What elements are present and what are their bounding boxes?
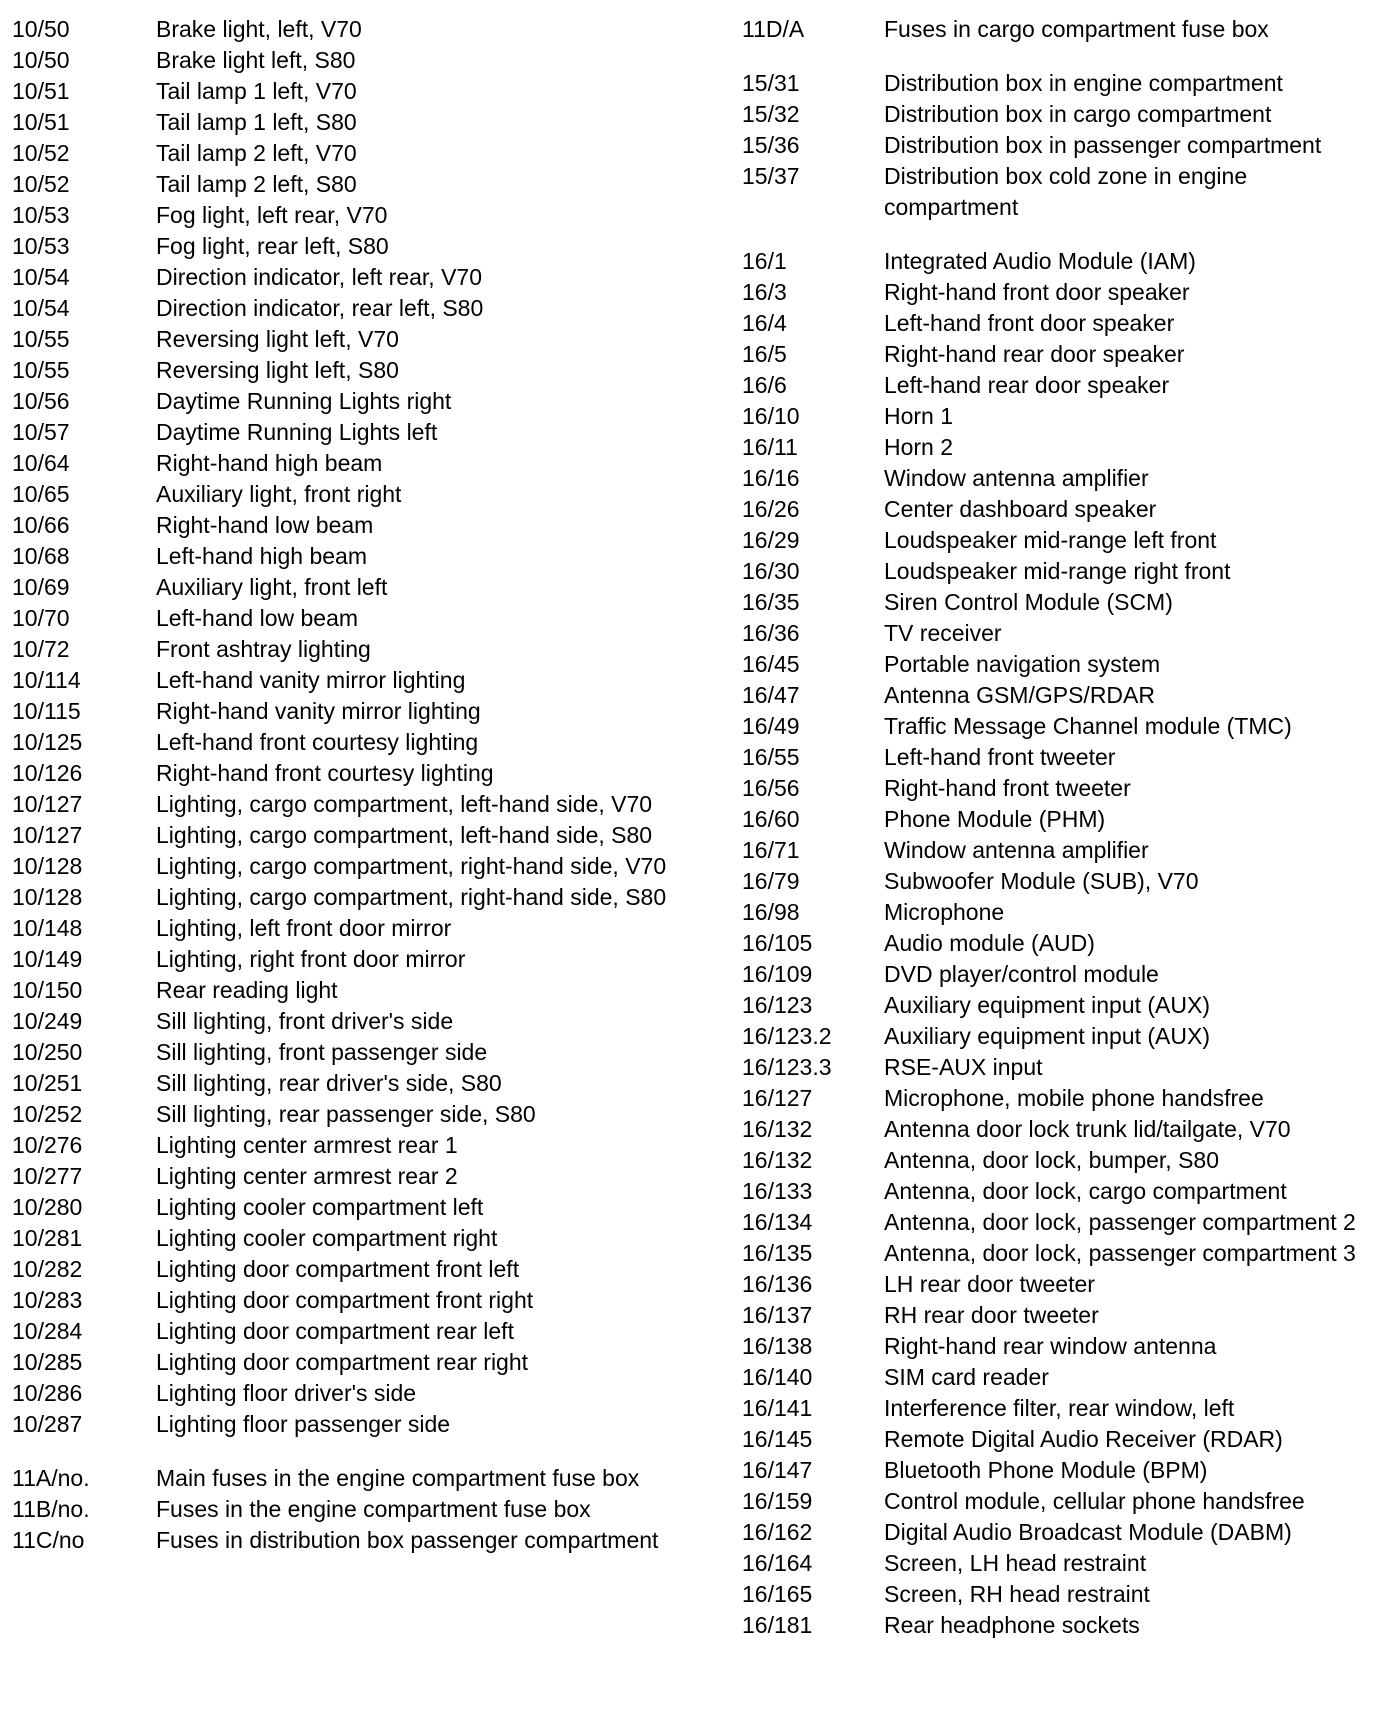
component-description: Screen, LH head restraint xyxy=(884,1550,1147,1576)
list-item xyxy=(12,758,692,789)
component-description: Siren Control Module (SCM) xyxy=(884,589,1173,615)
component-code: 10/128 xyxy=(12,853,83,879)
component-description: Lighting door compartment front left xyxy=(156,1256,520,1282)
component-code: 16/135 xyxy=(742,1240,813,1266)
list-item xyxy=(12,169,692,200)
component-code: 16/159 xyxy=(742,1488,813,1514)
list-item xyxy=(12,1378,692,1409)
component-code: 16/109 xyxy=(742,961,813,987)
list-item xyxy=(742,742,1387,773)
list-item xyxy=(12,975,692,1006)
component-description: Reversing light left, V70 xyxy=(156,326,399,352)
component-description: Brake light left, S80 xyxy=(156,47,356,73)
list-item xyxy=(742,1486,1387,1517)
component-code: 10/149 xyxy=(12,946,83,972)
component-code: 16/55 xyxy=(742,744,800,770)
component-description: Right-hand vanity mirror lighting xyxy=(156,698,481,724)
component-description: Digital Audio Broadcast Module (DABM) xyxy=(884,1519,1292,1545)
list-item xyxy=(742,494,1387,525)
component-description: RH rear door tweeter xyxy=(884,1302,1099,1328)
list-item xyxy=(12,231,692,262)
list-item xyxy=(12,386,692,417)
component-code: 16/127 xyxy=(742,1085,813,1111)
component-description: Bluetooth Phone Module (BPM) xyxy=(884,1457,1208,1483)
component-code: 10/53 xyxy=(12,233,70,259)
component-description: Tail lamp 1 left, S80 xyxy=(156,109,357,135)
list-item xyxy=(12,1223,692,1254)
list-item xyxy=(12,1463,692,1494)
component-code: 16/147 xyxy=(742,1457,813,1483)
component-code: 10/280 xyxy=(12,1194,83,1220)
component-code: 10/50 xyxy=(12,16,70,42)
component-code: 10/284 xyxy=(12,1318,83,1344)
component-description: Distribution box in cargo compartment xyxy=(884,101,1272,127)
component-code: 10/69 xyxy=(12,574,70,600)
component-description: Auxiliary light, front right xyxy=(156,481,402,507)
component-code: 15/31 xyxy=(742,70,800,96)
component-description: Portable navigation system xyxy=(884,651,1161,677)
list-item xyxy=(12,1192,692,1223)
component-code: 10/126 xyxy=(12,760,83,786)
list-item xyxy=(742,161,1387,223)
component-code: 15/32 xyxy=(742,101,800,127)
list-item xyxy=(742,1331,1387,1362)
component-code: 10/51 xyxy=(12,78,70,104)
list-item xyxy=(742,1300,1387,1331)
component-description: Fuses in distribution box passenger compartment xyxy=(156,1527,659,1553)
component-code: 16/10 xyxy=(742,403,800,429)
list-item xyxy=(742,525,1387,556)
component-description: Left-hand high beam xyxy=(156,543,367,569)
component-description: Direction indicator, left rear, V70 xyxy=(156,264,482,290)
component-description: Right-hand rear window antenna xyxy=(884,1333,1217,1359)
component-code: 16/123.2 xyxy=(742,1023,832,1049)
component-description: Fog light, left rear, V70 xyxy=(156,202,388,228)
list-item xyxy=(742,1610,1387,1641)
list-item xyxy=(12,572,692,603)
component-description: Tail lamp 1 left, V70 xyxy=(156,78,357,104)
component-code: 10/276 xyxy=(12,1132,83,1158)
list-item xyxy=(12,324,692,355)
component-description: Left-hand low beam xyxy=(156,605,359,631)
list-item xyxy=(742,463,1387,494)
list-item xyxy=(742,1021,1387,1052)
component-description: Window antenna amplifier xyxy=(884,837,1149,863)
component-description: Microphone xyxy=(884,899,1005,925)
list-item xyxy=(12,200,692,231)
component-description: Audio module (AUD) xyxy=(884,930,1095,956)
list-item xyxy=(742,897,1387,928)
component-code: 11B/no. xyxy=(12,1496,90,1522)
component-description: Direction indicator, rear left, S80 xyxy=(156,295,484,321)
list-item xyxy=(12,510,692,541)
component-description: Lighting door compartment rear left xyxy=(156,1318,514,1344)
component-description: Lighting center armrest rear 1 xyxy=(156,1132,458,1158)
component-code: 10/64 xyxy=(12,450,70,476)
component-code: 10/125 xyxy=(12,729,83,755)
list-item xyxy=(742,773,1387,804)
list-item xyxy=(742,959,1387,990)
component-code: 10/286 xyxy=(12,1380,83,1406)
component-code: 16/11 xyxy=(742,434,798,460)
list-item xyxy=(12,1161,692,1192)
component-code: 10/251 xyxy=(12,1070,83,1096)
component-description: Fuses in cargo compartment fuse box xyxy=(884,16,1269,42)
list-item xyxy=(742,587,1387,618)
component-code: 11D/A xyxy=(742,16,805,42)
list-item xyxy=(742,1455,1387,1486)
component-code: 10/66 xyxy=(12,512,70,538)
list-item xyxy=(742,1579,1387,1610)
component-code: 10/68 xyxy=(12,543,70,569)
component-description: Right-hand front tweeter xyxy=(884,775,1131,801)
component-description: Loudspeaker mid-range left front xyxy=(884,527,1217,553)
list-item xyxy=(12,1347,692,1378)
component-code: 10/54 xyxy=(12,264,70,290)
list-item xyxy=(742,928,1387,959)
component-description: Antenna door lock trunk lid/tailgate, V70 xyxy=(884,1116,1291,1142)
component-code: 16/6 xyxy=(742,372,787,398)
component-description: Daytime Running Lights right xyxy=(156,388,452,414)
component-description: Lighting cooler compartment left xyxy=(156,1194,484,1220)
right-column xyxy=(742,14,1387,1641)
component-description: Sill lighting, front driver's side xyxy=(156,1008,454,1034)
list-item xyxy=(742,246,1387,277)
list-item xyxy=(742,68,1387,99)
component-description: Auxiliary equipment input (AUX) xyxy=(884,992,1210,1018)
component-code: 10/57 xyxy=(12,419,70,445)
component-description: Left-hand front courtesy lighting xyxy=(156,729,479,755)
list-item xyxy=(742,556,1387,587)
list-item xyxy=(12,14,692,45)
list-item xyxy=(12,417,692,448)
component-code: 16/35 xyxy=(742,589,800,615)
component-code: 10/287 xyxy=(12,1411,83,1437)
component-description: Auxiliary equipment input (AUX) xyxy=(884,1023,1210,1049)
component-code: 16/45 xyxy=(742,651,800,677)
component-code: 16/49 xyxy=(742,713,800,739)
component-code: 16/36 xyxy=(742,620,800,646)
list-item xyxy=(742,1424,1387,1455)
component-code: 10/54 xyxy=(12,295,70,321)
component-description: Antenna, door lock, cargo compartment xyxy=(884,1178,1287,1204)
component-code: 10/127 xyxy=(12,791,83,817)
list-item xyxy=(742,99,1387,130)
component-code: 10/51 xyxy=(12,109,70,135)
component-code: 10/115 xyxy=(12,698,81,724)
component-code: 10/72 xyxy=(12,636,70,662)
component-code: 16/30 xyxy=(742,558,800,584)
component-code: 16/136 xyxy=(742,1271,813,1297)
list-item xyxy=(12,76,692,107)
component-code: 10/282 xyxy=(12,1256,83,1282)
list-item xyxy=(742,1083,1387,1114)
component-description: Left-hand vanity mirror lighting xyxy=(156,667,466,693)
component-description: Horn 2 xyxy=(884,434,954,460)
component-code: 10/285 xyxy=(12,1349,83,1375)
component-code: 16/60 xyxy=(742,806,800,832)
component-code: 16/134 xyxy=(742,1209,813,1235)
component-description: Lighting, cargo compartment, right-hand side, V70 xyxy=(156,853,667,879)
component-code: 10/50 xyxy=(12,47,70,73)
component-code: 16/29 xyxy=(742,527,800,553)
list-item xyxy=(12,882,692,913)
list-item xyxy=(12,262,692,293)
list-item xyxy=(12,634,692,665)
list-item xyxy=(12,1525,692,1556)
component-description: Horn 1 xyxy=(884,403,954,429)
component-description: Brake light, left, V70 xyxy=(156,16,362,42)
component-code: 16/71 xyxy=(742,837,800,863)
component-code: 16/3 xyxy=(742,279,787,305)
list-item xyxy=(12,355,692,386)
component-description: Distribution box in engine compartment xyxy=(884,70,1283,96)
component-description: Subwoofer Module (SUB), V70 xyxy=(884,868,1199,894)
component-description: Rear reading light xyxy=(156,977,338,1003)
component-description: Antenna, door lock, passenger compartment 3 xyxy=(884,1240,1356,1266)
component-description: LH rear door tweeter xyxy=(884,1271,1095,1297)
list-item xyxy=(742,835,1387,866)
component-description: Right-hand high beam xyxy=(156,450,383,476)
component-code: 10/249 xyxy=(12,1008,83,1034)
component-description: Antenna, door lock, passenger compartment 2 xyxy=(884,1209,1356,1235)
component-code: 11A/no. xyxy=(12,1465,90,1491)
list-item xyxy=(12,1006,692,1037)
component-code: 10/70 xyxy=(12,605,70,631)
component-description: Window antenna amplifier xyxy=(884,465,1149,491)
list-item xyxy=(12,45,692,76)
component-description: Rear headphone sockets xyxy=(884,1612,1140,1638)
list-item xyxy=(742,1238,1387,1269)
list-item xyxy=(12,1254,692,1285)
component-description: Left-hand front tweeter xyxy=(884,744,1116,770)
list-item xyxy=(12,1130,692,1161)
component-code: 10/127 xyxy=(12,822,83,848)
list-item xyxy=(12,1068,692,1099)
component-code: 16/162 xyxy=(742,1519,813,1545)
list-item xyxy=(742,1269,1387,1300)
list-item xyxy=(12,107,692,138)
component-description: Antenna GSM/GPS/RDAR xyxy=(884,682,1155,708)
list-item xyxy=(12,1099,692,1130)
component-description: Microphone, mobile phone handsfree xyxy=(884,1085,1264,1111)
list-item xyxy=(12,696,692,727)
component-code: 16/164 xyxy=(742,1550,813,1576)
list-item xyxy=(12,138,692,169)
list-item xyxy=(742,649,1387,680)
component-code: 16/123.3 xyxy=(742,1054,832,1080)
component-code: 16/133 xyxy=(742,1178,813,1204)
component-code: 16/132 xyxy=(742,1147,813,1173)
list-item xyxy=(742,308,1387,339)
list-item xyxy=(742,1548,1387,1579)
component-description: Lighting door compartment rear right xyxy=(156,1349,529,1375)
list-item xyxy=(742,1052,1387,1083)
component-description: Auxiliary light, front left xyxy=(156,574,388,600)
component-code: 15/37 xyxy=(742,163,800,189)
component-code: 10/277 xyxy=(12,1163,83,1189)
component-code: 10/148 xyxy=(12,915,83,941)
component-description: Tail lamp 2 left, S80 xyxy=(156,171,357,197)
component-description: Sill lighting, rear passenger side, S80 xyxy=(156,1101,536,1127)
component-description: Front ashtray lighting xyxy=(156,636,371,662)
list-item xyxy=(12,541,692,572)
list-item xyxy=(12,789,692,820)
component-code: 10/252 xyxy=(12,1101,83,1127)
component-description: Loudspeaker mid-range right front xyxy=(884,558,1231,584)
component-code: 10/53 xyxy=(12,202,70,228)
component-description: DVD player/control module xyxy=(884,961,1159,987)
component-description: Antenna, door lock, bumper, S80 xyxy=(884,1147,1219,1173)
list-item xyxy=(742,1517,1387,1548)
list-item xyxy=(12,851,692,882)
component-description: Lighting floor driver's side xyxy=(156,1380,417,1406)
component-description: Distribution box in passenger compartment xyxy=(884,132,1322,158)
component-description: Right-hand rear door speaker xyxy=(884,341,1185,367)
list-item xyxy=(742,277,1387,308)
list-item xyxy=(12,1316,692,1347)
component-description: Lighting door compartment front right xyxy=(156,1287,534,1313)
list-item xyxy=(12,944,692,975)
component-code: 16/26 xyxy=(742,496,800,522)
component-code: 10/55 xyxy=(12,357,70,383)
component-description: Lighting, left front door mirror xyxy=(156,915,452,941)
list-item xyxy=(742,1362,1387,1393)
component-code: 16/165 xyxy=(742,1581,813,1607)
list-item xyxy=(742,1145,1387,1176)
component-description: Lighting cooler compartment right xyxy=(156,1225,498,1251)
component-code: 16/16 xyxy=(742,465,800,491)
component-code: 10/250 xyxy=(12,1039,83,1065)
component-description: Lighting, cargo compartment, left-hand side, V70 xyxy=(156,791,653,817)
component-code: 11C/no xyxy=(12,1527,85,1553)
component-code: 16/138 xyxy=(742,1333,813,1359)
list-item xyxy=(12,1409,692,1440)
component-code: 10/52 xyxy=(12,140,70,166)
component-code: 16/98 xyxy=(742,899,800,925)
list-item xyxy=(12,603,692,634)
list-item xyxy=(742,804,1387,835)
list-item xyxy=(742,990,1387,1021)
component-description: Phone Module (PHM) xyxy=(884,806,1106,832)
component-code: 10/283 xyxy=(12,1287,83,1313)
component-code: 10/281 xyxy=(12,1225,83,1251)
list-item xyxy=(742,432,1387,463)
component-code: 16/105 xyxy=(742,930,813,956)
component-code: 16/137 xyxy=(742,1302,813,1328)
list-item xyxy=(12,727,692,758)
component-code: 10/114 xyxy=(12,667,81,693)
left-column xyxy=(12,14,692,1556)
list-item xyxy=(12,1037,692,1068)
component-description: Sill lighting, rear driver's side, S80 xyxy=(156,1070,502,1096)
component-code: 10/150 xyxy=(12,977,83,1003)
list-item xyxy=(742,339,1387,370)
list-item xyxy=(12,293,692,324)
list-item xyxy=(742,618,1387,649)
component-description: Control module, cellular phone handsfree xyxy=(884,1488,1305,1514)
component-description: Traffic Message Channel module (TMC) xyxy=(884,713,1292,739)
component-description: Remote Digital Audio Receiver (RDAR) xyxy=(884,1426,1283,1452)
list-item xyxy=(742,14,1387,45)
component-description: Left-hand front door speaker xyxy=(884,310,1175,336)
list-item xyxy=(12,820,692,851)
component-description: Tail lamp 2 left, V70 xyxy=(156,140,357,166)
component-description: Main fuses in the engine compartment fuse box xyxy=(156,1465,640,1491)
component-description: Lighting, cargo compartment, left-hand side, S80 xyxy=(156,822,653,848)
component-description: Center dashboard speaker xyxy=(884,496,1157,522)
component-code: 16/56 xyxy=(742,775,800,801)
component-code: 15/36 xyxy=(742,132,800,158)
component-code: 16/181 xyxy=(742,1612,813,1638)
component-description: RSE-AUX input xyxy=(884,1054,1043,1080)
component-code: 16/141 xyxy=(742,1395,813,1421)
list-item xyxy=(12,1494,692,1525)
component-description: Fog light, rear left, S80 xyxy=(156,233,389,259)
component-code: 16/132 xyxy=(742,1116,813,1142)
list-item xyxy=(742,1393,1387,1424)
component-description: Right-hand low beam xyxy=(156,512,374,538)
component-description: Reversing light left, S80 xyxy=(156,357,399,383)
component-description: Lighting, cargo compartment, right-hand side, S80 xyxy=(156,884,667,910)
list-item xyxy=(12,448,692,479)
component-code: 16/1 xyxy=(742,248,787,274)
list-item xyxy=(12,913,692,944)
list-item xyxy=(12,1285,692,1316)
list-item xyxy=(742,866,1387,897)
component-code: 10/56 xyxy=(12,388,70,414)
list-item xyxy=(12,665,692,696)
list-item xyxy=(12,479,692,510)
component-description: Integrated Audio Module (IAM) xyxy=(884,248,1196,274)
list-item xyxy=(742,1207,1387,1238)
list-item xyxy=(742,711,1387,742)
component-description: Lighting floor passenger side xyxy=(156,1411,451,1437)
component-description: Left-hand rear door speaker xyxy=(884,372,1170,398)
component-code: 16/123 xyxy=(742,992,813,1018)
list-item xyxy=(742,1176,1387,1207)
list-item xyxy=(742,130,1387,161)
component-description: Right-hand front door speaker xyxy=(884,279,1190,305)
component-code: 16/5 xyxy=(742,341,787,367)
component-code: 10/55 xyxy=(12,326,70,352)
component-description: SIM card reader xyxy=(884,1364,1049,1390)
component-description: Distribution box cold zone in engine compartment xyxy=(884,163,1248,220)
component-code: 16/47 xyxy=(742,682,800,708)
component-description: Sill lighting, front passenger side xyxy=(156,1039,488,1065)
component-description: TV receiver xyxy=(884,620,1002,646)
component-description: Fuses in the engine compartment fuse box xyxy=(156,1496,591,1522)
list-item xyxy=(742,1114,1387,1145)
component-description: Screen, RH head restraint xyxy=(884,1581,1150,1607)
component-code: 16/140 xyxy=(742,1364,813,1390)
component-description: Lighting, right front door mirror xyxy=(156,946,466,972)
component-code: 16/145 xyxy=(742,1426,813,1452)
component-code: 16/79 xyxy=(742,868,800,894)
component-description: Interference filter, rear window, left xyxy=(884,1395,1235,1421)
component-description: Right-hand front courtesy lighting xyxy=(156,760,494,786)
component-code: 10/65 xyxy=(12,481,70,507)
list-item xyxy=(742,370,1387,401)
component-description: Daytime Running Lights left xyxy=(156,419,438,445)
component-code: 10/52 xyxy=(12,171,70,197)
component-description: Lighting center armrest rear 2 xyxy=(156,1163,458,1189)
list-item xyxy=(742,401,1387,432)
list-item xyxy=(742,680,1387,711)
component-code: 16/4 xyxy=(742,310,787,336)
component-code: 10/128 xyxy=(12,884,83,910)
